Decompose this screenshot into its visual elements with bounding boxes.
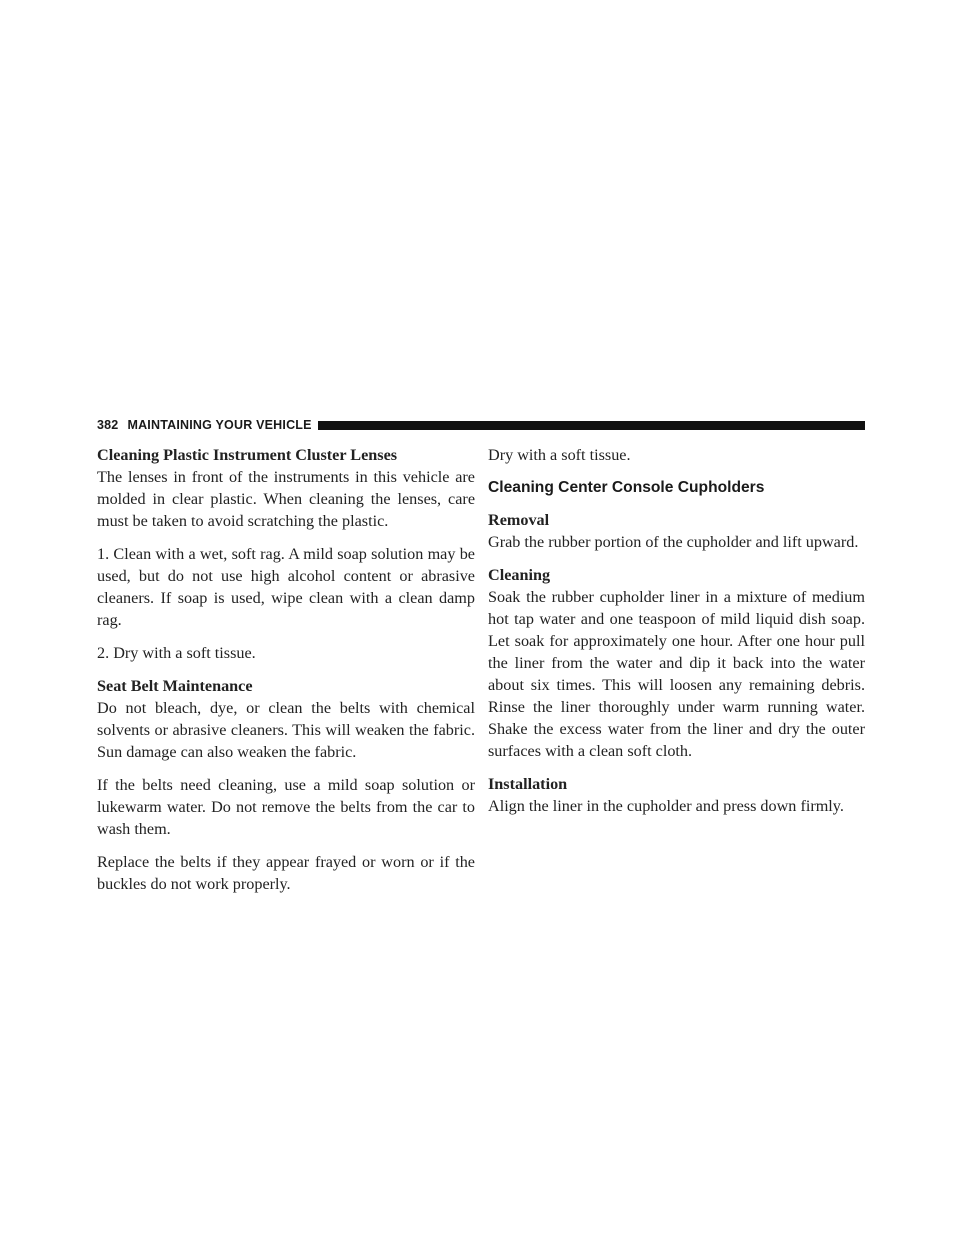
page-number: 382 [97, 418, 119, 432]
paragraph-seat-belt-replace: Replace the belts if they appear frayed or worn or if the buckles do not work properly. [97, 853, 475, 893]
paragraph-step-2: 2. Dry with a soft tissue. [97, 644, 256, 662]
heading-cleaning: Cleaning [488, 566, 551, 584]
heading-instrument-cluster-lenses: Cleaning Plastic Instrument Cluster Lenses [97, 446, 398, 464]
paragraph-seat-belt-warning: Do not bleach, dye, or clean the belts with chemical solvents or abrasive cleaners. This will weaken the fabric. Sun damage can also weaken the fabric. [97, 699, 475, 761]
heading-installation: Installation [488, 775, 568, 793]
header-rule [318, 421, 865, 430]
paragraph-removal: Grab the rubber portion of the cupholder and lift upward. [488, 533, 859, 551]
right-column [488, 444, 865, 828]
heading-cupholders: Cleaning Center Console Cupholders [488, 479, 765, 496]
heading-seat-belt-maintenance: Seat Belt Maintenance [97, 677, 253, 695]
page-header [97, 418, 865, 432]
paragraph-continued: Dry with a soft tissue. [488, 446, 631, 464]
section-title: MAINTAINING YOUR VEHICLE [127, 418, 312, 432]
paragraph-installation: Align the liner in the cupholder and press down firmly. [488, 797, 844, 815]
paragraph-lenses-intro: The lenses in front of the instruments in this vehicle are molded in clear plastic. When cleaning the lenses, care must be taken to avoid scratching the plastic. [97, 468, 475, 530]
paragraph-cleaning: Soak the rubber cupholder liner in a mixture of medium hot tap water and one teaspoon of mild liquid dish soap. Let soak for approximately one hour. After one hour pull the liner from the water and dip it back into the water about six times. This will loosen any remaining debris. Rinse the liner thoroughly under warm running water. Shake the excess water from the liner and dry the outer surfaces with a clean soft cloth. [488, 588, 865, 760]
paragraph-seat-belt-cleaning: If the belts need cleaning, use a mild soap solution or lukewarm water. Do not remove the belts from the car to wash them. [97, 776, 475, 838]
left-column [97, 444, 475, 906]
heading-removal: Removal [488, 511, 550, 529]
paragraph-step-1: 1. Clean with a wet, soft rag. A mild soap solution may be used, but do not use high alcohol content or abrasive cleaners. If soap is used, wipe clean with a clean damp rag. [97, 545, 475, 629]
